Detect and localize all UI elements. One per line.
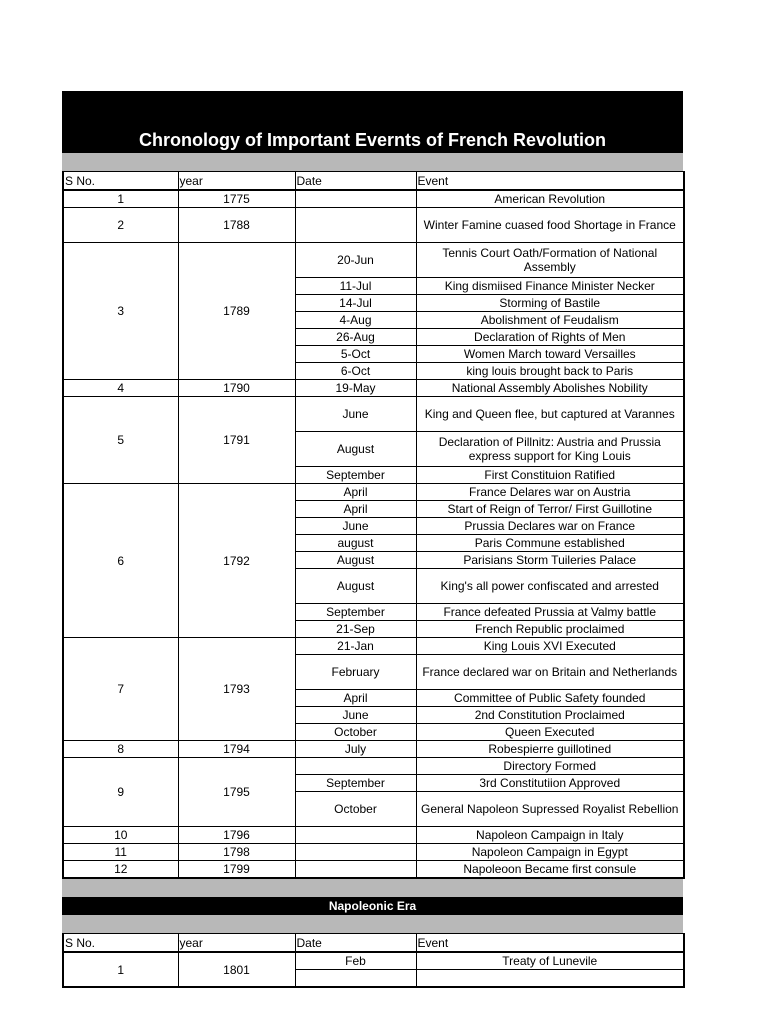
year-cell: 1796 — [178, 827, 295, 844]
date-cell: Feb — [295, 952, 416, 970]
table-row — [63, 844, 684, 861]
event-cell: Abolishment of Feudalism — [416, 312, 684, 329]
event-cell — [416, 970, 684, 988]
sno-cell: 7 — [63, 638, 178, 741]
event-cell: Queen Executed — [416, 724, 684, 741]
event-cell: France defeated Prussia at Valmy battle — [416, 604, 684, 621]
event-cell: King Louis XVI Executed — [416, 638, 684, 655]
year-cell: 1795 — [178, 758, 295, 827]
date-cell: October — [295, 724, 416, 741]
event-cell: Tennis Court Oath/Formation of National Assembly — [416, 243, 684, 278]
sno-cell: 2 — [63, 208, 178, 243]
sno-cell: 3 — [63, 243, 178, 380]
table-row — [63, 208, 684, 243]
date-cell: 11-Jul — [295, 278, 416, 295]
event-cell: Napoleoon Became first consule — [416, 861, 684, 879]
table-row — [63, 952, 684, 970]
date-cell: 14-Jul — [295, 295, 416, 312]
year-cell: 1790 — [178, 380, 295, 397]
sno-cell: 9 — [63, 758, 178, 827]
event-cell: Napoleon Campaign in Italy — [416, 827, 684, 844]
sno-cell: 5 — [63, 397, 178, 484]
date-cell: 21-Jan — [295, 638, 416, 655]
event-cell: First Constituion Ratified — [416, 467, 684, 484]
event-cell: Napoleon Campaign in Egypt — [416, 844, 684, 861]
date-cell — [295, 758, 416, 775]
sno-cell: 12 — [63, 861, 178, 879]
date-cell: 19-May — [295, 380, 416, 397]
date-cell: June — [295, 397, 416, 432]
date-cell: September — [295, 775, 416, 792]
date-cell: 5-Oct — [295, 346, 416, 363]
event-header: Event — [416, 934, 684, 953]
table-row — [63, 190, 684, 208]
date-cell: 4-Aug — [295, 312, 416, 329]
event-cell: King and Queen flee, but captured at Varannes — [416, 397, 684, 432]
sno-cell: 4 — [63, 380, 178, 397]
event-cell: Start of Reign of Terror/ First Guillotine — [416, 501, 684, 518]
year-header: year — [178, 172, 295, 191]
sno-cell: 1 — [63, 190, 178, 208]
sno-header: S No. — [63, 172, 178, 191]
event-cell: Winter Famine cuased food Shortage in France — [416, 208, 684, 243]
event-cell: French Republic proclaimed — [416, 621, 684, 638]
sno-cell: 10 — [63, 827, 178, 844]
date-cell: April — [295, 690, 416, 707]
date-cell — [295, 190, 416, 208]
sno-header: S No. — [63, 934, 178, 953]
date-cell: April — [295, 484, 416, 501]
table-row — [63, 380, 684, 397]
year-cell: 1788 — [178, 208, 295, 243]
title-band — [62, 91, 683, 153]
date-cell: 26-Aug — [295, 329, 416, 346]
year-cell: 1789 — [178, 243, 295, 380]
event-cell: General Napoleon Supressed Royalist Rebellion — [416, 792, 684, 827]
date-cell — [295, 827, 416, 844]
table-row — [63, 758, 684, 775]
chronology-table — [62, 171, 685, 879]
year-cell: 1792 — [178, 484, 295, 638]
table-row — [63, 861, 684, 879]
year-cell: 1775 — [178, 190, 295, 208]
event-cell: king louis brought back to Paris — [416, 363, 684, 380]
event-cell: France Delares war on Austria — [416, 484, 684, 501]
event-cell: King dismiised Finance Minister Necker — [416, 278, 684, 295]
date-cell — [295, 861, 416, 879]
date-cell: August — [295, 552, 416, 569]
separator-band — [62, 879, 683, 897]
date-header: Date — [295, 172, 416, 191]
year-cell: 1801 — [178, 952, 295, 987]
event-cell: Parisians Storm Tuileries Palace — [416, 552, 684, 569]
date-cell: July — [295, 741, 416, 758]
sno-cell: 8 — [63, 741, 178, 758]
event-cell: Storming of Bastile — [416, 295, 684, 312]
napoleonic-table — [62, 933, 685, 988]
event-cell: Prussia Declares war on France — [416, 518, 684, 535]
event-cell: Women March toward Versailles — [416, 346, 684, 363]
year-cell: 1798 — [178, 844, 295, 861]
date-cell: September — [295, 604, 416, 621]
event-cell: Robespierre guillotined — [416, 741, 684, 758]
table-row — [63, 484, 684, 501]
event-cell: France declared war on Britain and Netherlands — [416, 655, 684, 690]
header-row — [63, 934, 684, 953]
date-cell: September — [295, 467, 416, 484]
sno-cell: 11 — [63, 844, 178, 861]
event-cell: American Revolution — [416, 190, 684, 208]
event-cell: Treaty of Lunevile — [416, 952, 684, 970]
event-header: Event — [416, 172, 684, 191]
event-cell: Paris Commune established — [416, 535, 684, 552]
year-cell: 1794 — [178, 741, 295, 758]
date-cell: 20-Jun — [295, 243, 416, 278]
date-cell — [295, 970, 416, 988]
event-cell: National Assembly Abolishes Nobility — [416, 380, 684, 397]
event-cell: Directory Formed — [416, 758, 684, 775]
table-row — [63, 243, 684, 278]
date-cell: 21-Sep — [295, 621, 416, 638]
date-cell — [295, 208, 416, 243]
table-row — [63, 638, 684, 655]
year-cell: 1793 — [178, 638, 295, 741]
event-cell: King's all power confiscated and arrested — [416, 569, 684, 604]
event-cell: 3rd Constitutiion Approved — [416, 775, 684, 792]
event-cell: Committee of Public Safety founded — [416, 690, 684, 707]
date-cell: August — [295, 569, 416, 604]
date-header: Date — [295, 934, 416, 953]
sno-cell: 6 — [63, 484, 178, 638]
spreadsheet — [62, 91, 683, 988]
date-cell: February — [295, 655, 416, 690]
event-cell: Declaration of Rights of Men — [416, 329, 684, 346]
date-cell: June — [295, 707, 416, 724]
table-row — [63, 741, 684, 758]
table-row — [63, 827, 684, 844]
year-cell: 1799 — [178, 861, 295, 879]
date-cell — [295, 844, 416, 861]
event-cell: 2nd Constitution Proclaimed — [416, 707, 684, 724]
date-cell: august — [295, 535, 416, 552]
table-row — [63, 397, 684, 432]
date-cell: April — [295, 501, 416, 518]
year-header: year — [178, 934, 295, 953]
date-cell: 6-Oct — [295, 363, 416, 380]
page-title: Chronology of Important Evernts of French Revolution — [138, 130, 606, 150]
date-cell: October — [295, 792, 416, 827]
event-cell: Declaration of Pillnitz: Austria and Prussia express support for King Louis — [416, 432, 684, 467]
sno-cell: 1 — [63, 952, 178, 987]
separator-band — [62, 915, 683, 933]
year-cell: 1791 — [178, 397, 295, 484]
date-cell: August — [295, 432, 416, 467]
date-cell: June — [295, 518, 416, 535]
era-title: Napoleonic Era — [62, 897, 683, 915]
header-row — [63, 172, 684, 191]
separator-band — [62, 153, 683, 171]
